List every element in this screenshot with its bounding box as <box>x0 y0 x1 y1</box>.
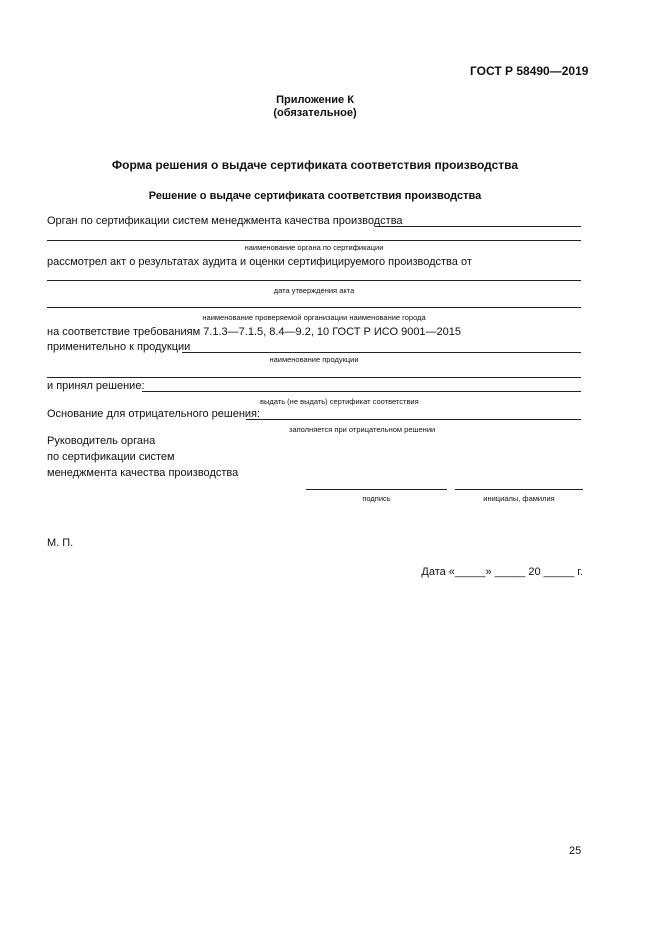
organ-name-line-2[interactable] <box>47 240 581 241</box>
form-subtitle: Решение о выдаче сертификата соответствия производства <box>148 190 482 202</box>
products-line-2[interactable] <box>47 377 581 378</box>
caption-initials: инициалы, фамилия <box>483 494 555 503</box>
decision-label: и принял решение: <box>47 380 145 392</box>
initials-line[interactable] <box>455 489 583 490</box>
standard-code: ГОСТ Р 58490—2019 <box>470 64 589 78</box>
signatory-line-3: менеджмента качества производства <box>47 467 239 479</box>
signatory-line-2: по сертификации систем <box>47 451 175 463</box>
organ-name-line[interactable] <box>375 226 581 227</box>
caption-signature: подпись <box>362 494 391 503</box>
appendix-title: Приложение К <box>276 94 354 106</box>
caption-decision: выдать (не выдать) сертификат соответствия <box>260 397 419 406</box>
page-number: 25 <box>569 845 582 857</box>
organ-label: Орган по сертификации систем менеджмента качества производства <box>47 215 403 227</box>
caption-org-city: наименование проверяемой организации наименование города <box>202 313 426 322</box>
reviewed-label: рассмотрел акт о результатах аудита и оценки сертифицируемого производства от <box>47 256 472 268</box>
negative-basis-line[interactable] <box>246 419 581 420</box>
act-date-line[interactable] <box>47 280 581 281</box>
appendix-status: (обязательное) <box>273 107 357 119</box>
negative-basis-label: Основание для отрицательного решения: <box>47 408 261 420</box>
caption-act-date: дата утверждения акта <box>273 286 355 295</box>
form-main-title: Форма решения о выдаче сертификата соответствия производства <box>111 158 519 172</box>
caption-negative: заполняется при отрицательном решении <box>289 425 436 434</box>
caption-organ-name: наименование органа по сертификации <box>244 243 384 252</box>
date-field: Дата «_____» _____ 20 _____ г. <box>421 566 583 578</box>
signature-line[interactable] <box>306 489 447 490</box>
signatory-line-1: Руководитель органа <box>47 435 156 447</box>
seal-place: М. П. <box>47 537 74 549</box>
org-city-line[interactable] <box>47 307 581 308</box>
products-label: применительно к продукции <box>47 341 191 353</box>
compliance-text: на соответствие требованиям 7.1.3—7.1.5, 8.4—9.2, 10 ГОСТ Р ИСО 9001—2015 <box>47 326 462 338</box>
products-line[interactable] <box>182 352 581 353</box>
caption-products: наименование продукции <box>269 355 359 364</box>
decision-line[interactable] <box>142 391 581 392</box>
